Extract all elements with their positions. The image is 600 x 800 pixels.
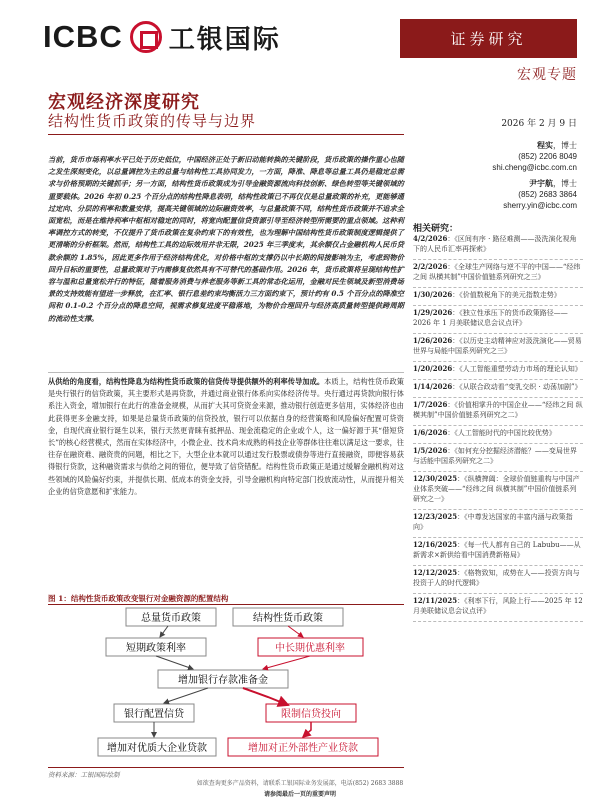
related-research-date: 4/2/2026 <box>413 234 448 243</box>
author-email[interactable]: sherry.yin@icbc.com <box>503 201 577 210</box>
related-research-text: 《从联合政动看“变乳交织 · 动荡加剧”》 <box>459 383 582 391</box>
author-title: 博士 <box>561 179 577 188</box>
reserve-label: 增加银行存款准备金 <box>178 675 268 686</box>
related-research-text: 《利率下行，风险上行——2025 年 12 月美联储议息会议点评》 <box>413 597 583 615</box>
related-research-item[interactable]: 1/6/2026：《人工智能时代的中国比较优势》 <box>413 426 583 444</box>
related-research-item[interactable]: 1/20/2026：《人工智能重塑劳动力市场的理论认知》 <box>413 362 583 380</box>
related-research-text: 《纵横捭阖：全球价值链重构与中国产业体系突破——“经纬之间 纵横其制”中国价值链系列研究之一》 <box>413 475 580 503</box>
related-research-date: 12/11/2025 <box>413 596 458 605</box>
summary-paragraph: 当前，货币市场利率水平已处于历史低位，中国经济正处于新旧动能转换的关键阶段，货币政策的操作重心也随之发生深刻变化，以总量调控为主的总量与结构性工具协同发力，一方面，降准、降息等总量工具仍是稳定总需求与价格预期的关键抓手；另一方面，结构性货币政策成为引导金融资源流向科技创新、绿色转型等关键领域的重要载体。2026 年初 0.25 个百分点的结构性降息表明，结构性政策已不再仅仅是总量政策的补充，更能够通过定向、分层的利率和数量安排，提高关键领域的边际融资效率，与总量政策不同，结构性货币政策并不追求全面宽松，而是在维持利率中枢相对稳定的同时，将宽向配置信贷资源引导至经济转型所需要的重点领域。这种利率调控方式的转变，不仅提升了货币政策在复杂约束下的有效性，也为理解中国结构性货币政策制度逻辑提供了更清晰的分析框架。然而，结构性工具的边际效用并非无限，2025 年三季度末，其余额仅占金融机构人民币贷款余额的 1.85%，因此更多作用于经济结构优化，对价格中枢的支撑仍以中长期的间接影响为主，考虑到物价回升目标的重要性，总量政策对于内需修复依然具有不可替代的基础作用。2026 年，货币政策将呈现结构性扩容与温和总量宽松并行的特征，随着服务消费与养老服务等新工具的常态化运用，金融对民生领域及新型消费场景的支持效能有望进一步释放，在汇率、银行息差约束均衡活力三方面约束下，预计约有 0.5 个百分点的降准空间和 0.1-0.2 个百分点的降息空间，视需求修复进度平稳落地，为物价合理回升与经济高质量转型提供跨周期的流动性支撑。 <box>48 155 404 323</box>
related-research-item[interactable]: 1/29/2026：《独立性承压下的货币政策路径——2026 年 1 月美联储议息会议点评》 <box>413 306 583 334</box>
flow-arrow <box>303 722 311 737</box>
related-research-text: 《格物致知，成势在人——投资方向与投资于人的时代逻辑》 <box>413 569 580 587</box>
author-email[interactable]: shi.cheng@icbc.com.cn <box>492 163 577 172</box>
related-research-item[interactable]: 12/30/2025：《纵横捭阖：全球价值链重构与中国产业体系突破——“经纬之间 纵横其制”中国价值链系列研究之一》 <box>413 472 583 510</box>
policy-transmission-diagram <box>48 606 404 766</box>
author-name: 程实 <box>537 141 553 150</box>
source-divider <box>48 767 404 768</box>
related-research-text: 《全球生产网络与逆不平的中国——“经纬之间 纵横其制”中国价值链系列研究之三》 <box>413 263 581 281</box>
flow-arrow <box>160 626 168 637</box>
body-paragraph <box>48 376 404 498</box>
related-research-date: 12/23/2025 <box>413 512 458 521</box>
related-research-date: 12/16/2025 <box>413 540 458 549</box>
report-subtitle: 结构性货币政策的传导与边界 <box>48 112 257 130</box>
targeted-credit-label: 限制信贷投向 <box>281 709 341 720</box>
footer-contact: 如欲查询更多产品资料，请联系工银国际业务发展部，电话(852) 2683 3888 <box>196 780 404 787</box>
related-research-date: 1/26/2026 <box>413 336 453 345</box>
author-name: 尹宇航 <box>529 179 553 188</box>
related-research-text: 《价值数税角下的美元指数走势》 <box>459 291 561 299</box>
figure-divider <box>48 604 404 605</box>
related-research-text: 《独立性承压下的货币政策路径——2026 年 1 月美联储议息会议点评》 <box>413 309 568 327</box>
structural-policy-label: 结构性货币政策 <box>253 613 323 624</box>
related-research-title: 相关研究： <box>413 224 459 234</box>
footer-disclaimer[interactable]: 请参阅最后一页的重要声明 <box>263 791 336 798</box>
related-research-date: 1/29/2026 <box>413 308 453 317</box>
report-title: 宏观经济深度研究 <box>48 92 200 113</box>
flow-arrow <box>164 688 208 703</box>
author-title: 博士 <box>561 141 577 150</box>
related-research-date: 12/30/2025 <box>413 474 458 483</box>
related-research-date: 1/14/2026 <box>413 382 453 391</box>
large-firm-label: 增加对优质大企业贷款 <box>107 743 207 754</box>
related-research-item[interactable]: 4/2/2026：《区间有序 · 路径难测——汲洗演化视角下的人民币汇率再探索》 <box>413 232 583 260</box>
target-sector-label: 增加对正外部性产业贷款 <box>248 743 358 754</box>
logo-en-text: ICBC <box>43 19 123 54</box>
related-research-date: 12/12/2025 <box>413 568 458 577</box>
brand-logo <box>43 20 281 54</box>
related-research-item[interactable]: 1/14/2026：《从联合政动看“变乳交织 · 动荡加剧”》 <box>413 380 583 398</box>
logo-cn-text: 工银国际 <box>168 24 281 55</box>
author-block: 尹宇航，博士 (852) 2683 3864 sherry.yin@icbc.com <box>503 179 577 210</box>
section-band: 证券研究 <box>400 19 577 58</box>
title-divider <box>48 134 404 135</box>
long-rate-label: 中长期优惠利率 <box>275 643 345 654</box>
body-text: 本质上，结构性货币政策是央行银行的信贷政策，其主要形式是再贷款，并通过商业银行体系向实体经济传导。央行通过再贷款向银行体系注入资金，增加银行在此行的准备金规模，从而扩大其可贷资金来源，推动银行创造更多信用，实体经济也由此获得更多金融支持，如果是总量货币政策的信贷投放，银行可以依据自身的经营策略和风险偏好配置可贷资金，自现代商业银行诞生以来，银行天然更青睐有抵押品、现金流稳定的企业或个人，这一偏好源于其“借短贷长”的核心经营模式，然而在实体经济中，小微企业、技术尚未成熟的科技企业等群体往往难以满足这一要求，往往存在融资难、融资贵的问题，相比之下，大型企业本就可以通过发行股票或债券等进行直接融资，即便容易获得银行贷款，这种融资需求与供给之间的错位，便导致了信贷错配。结构性货币政策正是通过缓解金融机构对这些领域的风险偏好约束，并提供长期、低成本的资金支持，引导金融机构向特定部门投放流动性，从而提升相关企业的信贷意愿和扩张能力。 <box>48 377 404 496</box>
figure-source: 资料来源：工银国际绘制 <box>48 771 120 779</box>
icbc-mark-icon <box>130 21 162 53</box>
related-research-item[interactable]: 2/2/2026：《全球生产网络与逆不平的中国——“经纬之间 纵横其制”中国价值链系列研究之三》 <box>413 260 583 288</box>
related-research-text: 《人工智能重塑劳动力市场的理论认知》 <box>459 365 582 373</box>
related-research-item[interactable]: 1/26/2026：《以历史主动精神应对汲洗演化——贸易世界与局能中国系列研究之三》 <box>413 334 583 362</box>
related-research-date: 1/30/2026 <box>413 290 453 299</box>
related-research-item[interactable]: 12/11/2025：《利率下行，风险上行——2025 年 12 月美联储议息会议点评》 <box>413 594 583 622</box>
flow-arrow <box>156 656 193 669</box>
report-date: 2026 年 2 月 9 日 <box>501 119 577 129</box>
flow-arrow <box>288 626 303 637</box>
related-research-item[interactable]: 1/5/2026：《如何充分挖掘经济潜能？——变局世界与活能中国系列研究之二》 <box>413 444 583 472</box>
figure-title: 图 1：结构性货币政策改变银行对金融资源的配置结构 <box>48 594 229 603</box>
author-phone: (852) 2206 8049 <box>518 152 577 161</box>
related-research-text: 《区间有序 · 路径难测——汲洗演化视角下的人民币汇率再探索》 <box>413 235 577 253</box>
related-research-item[interactable]: 12/23/2025：《中尊发达国家的丰富内涵与政策指向》 <box>413 510 583 538</box>
related-research-item[interactable]: 12/12/2025：《格物致知，成势在人——投资方向与投资于人的时代逻辑》 <box>413 566 583 594</box>
related-research-text: 《价值相掌升的中国企业——“经纬之间 纵横其制”中国价值链系列研究之二》 <box>413 401 583 419</box>
flow-arrow <box>263 656 310 669</box>
related-research-item[interactable]: 1/30/2026：《价值数税角下的美元指数走势》 <box>413 288 583 306</box>
total-policy-label: 总量货币政策 <box>141 613 201 624</box>
related-research-date: 1/6/2026 <box>413 428 448 437</box>
related-research-text: 《中尊发达国家的丰富内涵与政策指向》 <box>413 513 573 531</box>
short-rate-label: 短期政策利率 <box>126 643 186 654</box>
author-block: 程实，博士 (852) 2206 8049 shi.cheng@icbc.com.cn <box>492 141 577 172</box>
section-divider <box>48 372 404 373</box>
bank-credit-label: 银行配置信贷 <box>124 709 184 720</box>
related-research-date: 2/2/2026 <box>413 262 448 271</box>
related-research-item[interactable]: 1/7/2026：《价值相掌升的中国企业——“经纬之间 纵横其制”中国价值链系列研究之二》 <box>413 398 583 426</box>
related-research-text: 《每一代人都有自己的 Labubu——从新需求×新供给看中国消费新格局》 <box>413 541 581 559</box>
related-research-date: 1/20/2026 <box>413 364 453 373</box>
related-research-item[interactable]: 12/16/2025：《每一代人都有自己的 Labubu——从新需求×新供给看中国消费新格局》 <box>413 538 583 566</box>
related-research-text: 《人工智能时代的中国比较优势》 <box>454 429 556 437</box>
report-topic: 宏观专题 <box>517 67 577 83</box>
body-lead: 从供给的角度看，结构性降息为结构性货币政策的信贷传导提供额外的利率传导加成。 <box>48 377 325 386</box>
related-research-text: 《以历史主动精神应对汲洗演化——贸易世界与局能中国系列研究之三》 <box>413 337 582 355</box>
related-research-date: 1/5/2026 <box>413 446 448 455</box>
author-phone: (852) 2683 3864 <box>518 190 577 199</box>
related-research-list <box>413 232 583 622</box>
flow-arrow <box>243 688 288 705</box>
related-research-text: 《如何充分挖掘经济潜能？——变局世界与活能中国系列研究之二》 <box>413 447 577 465</box>
related-research-date: 1/7/2026 <box>413 400 448 409</box>
